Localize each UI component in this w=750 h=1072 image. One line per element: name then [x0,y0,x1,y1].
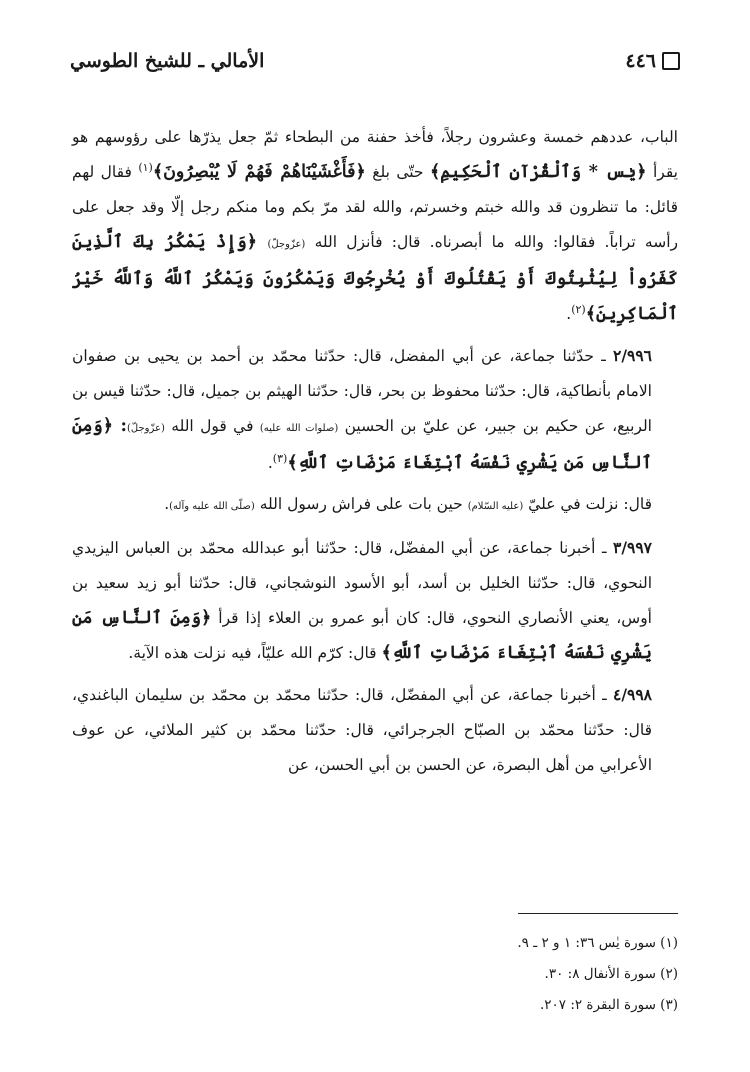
text: في قول الله [164,417,260,435]
hadith-number: ٢/٩٩٦ [613,346,652,365]
text: قال: كرّم الله عليّاً، فيه نزلت هذه الآية. [128,644,382,662]
running-header [70,44,680,84]
text: الباب، عددهم خمسة وعشرون رجلاً، فأخذ حفنة من البطحاء ثمّ جعل يذرّها على رؤوسهم هو يقرأ [72,128,678,181]
text: ـ أخبرنا جماعة، عن أبي المفضّل، قال: حدّثنا أبو عبدالله محمّد بن العباس اليزيدي النحوي، قال: حدّثنا الخليل بن أسد، أبو الأسود النوشجاني، قال: حدّثنا أبو زيد سعيد بن أوس، يعني الأنصاري النحوي، قال: كان أبو عمرو بن العلاء إذا قرأ [72,539,652,627]
square-icon [662,52,680,70]
quran-verse: : ﴿وَمِنَ ٱلنَّاسِ مَن يَشْرِي نَفْسَهُ ٱبْتِغَاءَ مَرْضَاتِ ٱللَّهِ﴾ [72,416,652,473]
hadith-996 [72,338,678,481]
honorific: (صلّى الله عليه وآله) [169,501,255,512]
honorific: (عزّوجلّ) [267,239,306,250]
footnote-ref-3[interactable]: (٣) [272,451,288,465]
footnotes [72,928,678,1021]
text: ـ أخبرنا جماعة، عن أبي المفضّل، قال: حدّثنا محمّد بن محمّد بن سليمان الباغندي، قال: حدّثنا محمّد بن الصبّاح الجرجرائي، قال: حدّثنا محمّد بن كثير الملائي، عن عوف الأعرابي من أهل البصرة، عن الحسن بن أبي الحسن، عن [72,686,652,774]
text: حين بات على فراش رسول الله [254,495,468,513]
text: ـ حدّثنا جماعة، عن أبي المفضل، قال: حدّثنا محمّد بن أحمد بن يحيى بن صفوان الامام بأنطاكية، قال: حدّثنا محفوظ بن بحر، قال: حدّثنا الهيثم بن جميل، قال: حدّثنا قيس بن الربيع، عن حكيم بن جبير، عن عليّ بن الحسين [72,347,652,435]
quran-verse: ﴿وَإِذْ يَمْكُرُ بِكَ ٱلَّذِينَ كَفَرُواْ لِيُثْبِتُوكَ أَوْ يَقْتُلُوكَ أَوْ يُخْرِجُوكَ وَيَمْكُرُونَ وَيَمْكُرُ ٱللَّهُ وَٱللَّهُ خَيْرُ ٱلْمَاكِرِينَ﴾ [72,232,678,324]
page-number: ٤٤٦ [625,50,656,72]
text: . [566,305,572,323]
book-title: الأمالي ـ للشيخ الطوسي [70,50,265,72]
narration-note [72,487,678,524]
honorific: (عزّوجلّ) [127,423,165,434]
hadith-number: ٤/٩٩٨ [613,685,652,704]
text: حتّى بلغ [365,163,430,181]
quran-verse: ﴿وَمِنَ ٱلنَّاسِ مَن يَشْرِي نَفْسَهُ ٱبْتِغَاءَ مَرْضَاتِ ٱللَّهِ﴾ [72,608,652,663]
text: . [164,495,170,513]
text: قال: نزلت في عليّ [523,495,652,513]
main-text [72,120,678,789]
hadith-997 [72,530,678,671]
hadith-998 [72,677,678,783]
hadith-number: ٣/٩٩٧ [613,538,652,557]
text: . [267,454,273,472]
honorific: (عليه السّلام) [467,501,524,512]
footnote-1: (١) سورة يٰس ٣٦: ١ و ٢ ـ ٩. [517,935,678,951]
footnote-3: (٣) سورة البقرة ٢: ٢٠٧. [539,997,678,1013]
footnote-2: (٢) سورة الأنفال ٨: ٣٠. [544,966,678,982]
page-number-block [625,50,680,72]
quran-verse: ﴿فَأَغْشَيْنَاهُمْ فَهُمْ لَا يُبْصِرُونَ﴾ [152,162,366,182]
paragraph-1 [72,120,678,332]
text: فقال لهم قائل: ما تنظرون قد والله خبتم وخسرتم، والله لقد مرّ بكم وما منكم رجل إلّا وقد جعل على رأسه تراباً. فقالوا: والله ما أبصرناه. قال: فأنزل الله [72,163,678,251]
quran-verse: ﴿يٰس * وَٱلْقُرْآنِ ٱلْحَكِيمِ﴾ [429,162,647,182]
footnote-ref-2[interactable]: (٢) [571,302,586,316]
footnote-divider [518,913,678,914]
footnote-ref-1[interactable]: (١) [138,160,153,174]
honorific: (صلوات الله عليه) [259,423,339,434]
